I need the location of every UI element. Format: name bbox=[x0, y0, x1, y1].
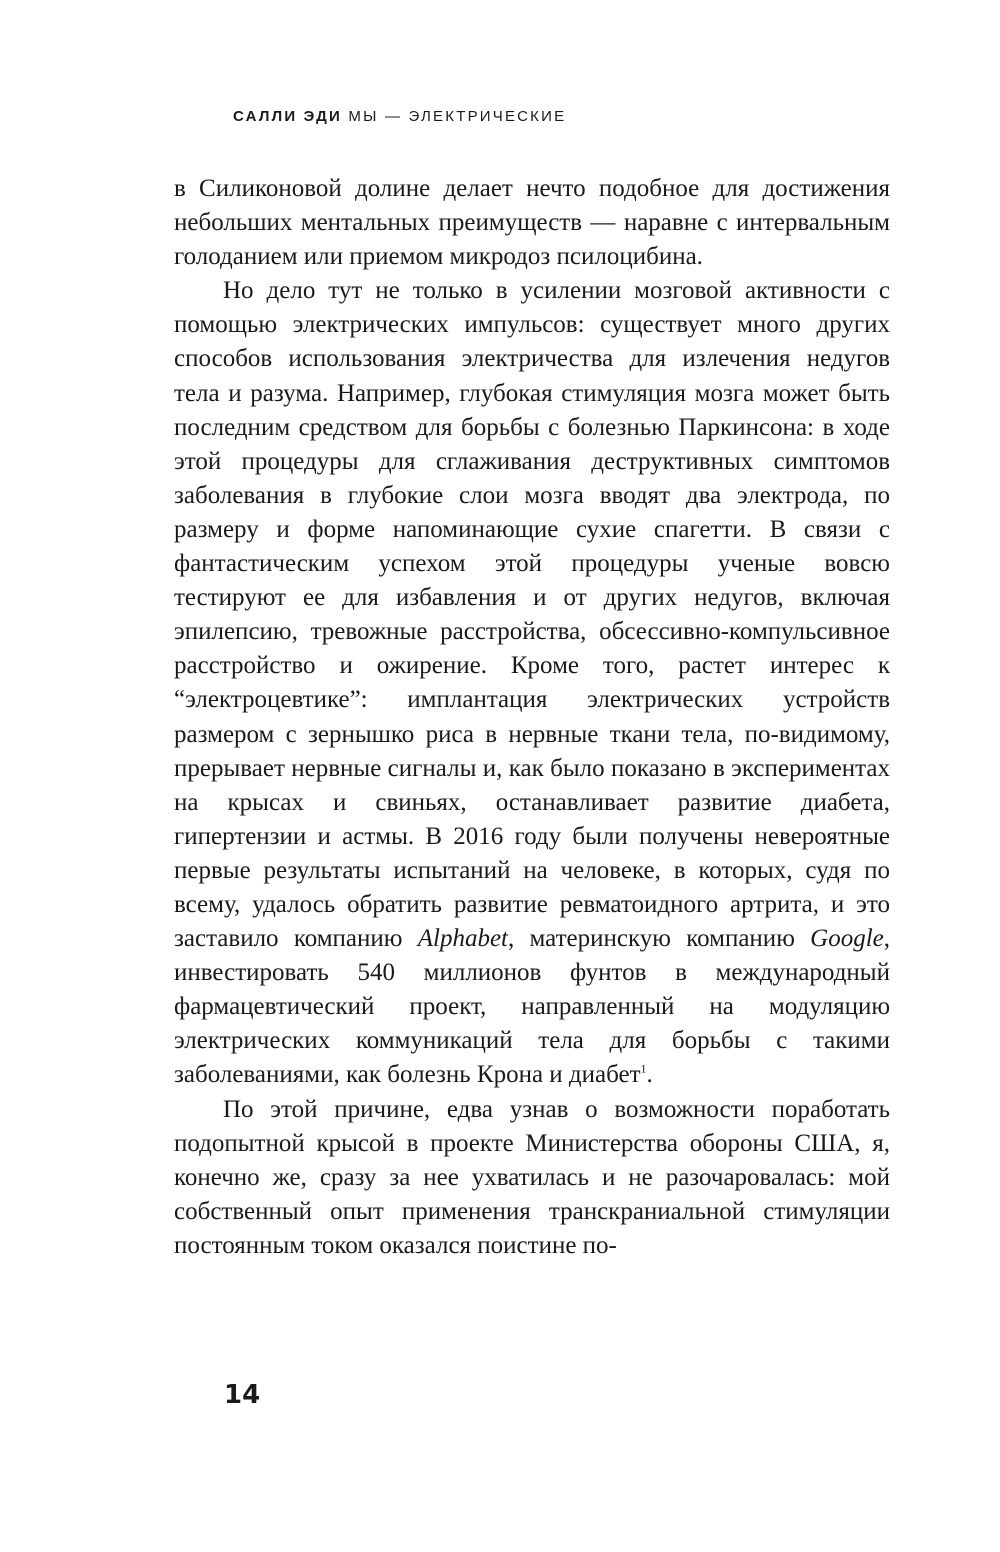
paragraph-1-text: в Силиконовой долине делает нечто подобное для достижения небольших ментальных преимуществ — наравне с интервальным голоданием или приемом микродоз псилоцибина. bbox=[174, 175, 890, 271]
page-number: 14 bbox=[224, 1380, 261, 1410]
running-header bbox=[233, 108, 566, 125]
paragraph-2-text-middle: , материнскую компанию bbox=[508, 925, 811, 953]
paragraph-1 bbox=[174, 172, 890, 274]
company-name-alphabet: Alphabet bbox=[417, 925, 508, 953]
header-author: САЛЛИ ЭДИ bbox=[233, 108, 343, 125]
paragraph-2-text-start: Но дело тут не только в усилении мозговой активности с помощью электрических импульсов: существует много других способов использования электричества для излечения недугов тела и разума. Например, глубокая стимуляция мозга может быть последним средством для борьбы с болезнью Паркинсона: в ходе этой процедуры для сглаживания деструктивных симптомов заболевания в глубокие слои мозга вводят два электрода, по размеру и форме напоминающие сухие спагетти. В связи с фантастическим успехом этой процедуры ученые вовсю тестируют ее для избавления и от других недугов, включая эпилепсию, тревожные расстройства, обсессивно-компульсивное расстройство и ожирение. Кроме того, растет интерес к “электроцевтике”: имплантация электрических устройств размером с зернышко риса в нервные ткани тела, по-видимому, прерывает нервные сигналы и, как было показано в экспериментах на крысах и свиньях, останавливает развитие диабета, гипертензии и астмы. В 2016 году были получены невероятные первые результаты испытаний на человеке, в которых, судя по всему, удалось обратить развитие ревматоидного артрита, и это заставило компанию bbox=[174, 277, 890, 953]
body-text bbox=[174, 172, 890, 1263]
company-name-google: Google bbox=[810, 925, 884, 953]
paragraph-2-period: . bbox=[646, 1061, 653, 1089]
paragraph-2-text-end: , инвестировать 540 миллионов фунтов в международный фармацевтический проект, направленный на модуляцию электрических коммуникаций тела для борьбы с такими заболеваниями, как болезнь Крона и диабет bbox=[174, 925, 890, 1089]
paragraph-3 bbox=[174, 1093, 890, 1263]
header-book-title: МЫ — ЭЛЕКТРИЧЕСКИЕ bbox=[348, 108, 567, 125]
paragraph-3-text: По этой причине, едва узнав о возможности поработать подопытной крысой в проекте Министерства обороны США, я, конечно же, сразу за нее ухватилась и не разочаровалась: мой собственный опыт применения транскраниальной стимуляции постоянным током оказался поистине по- bbox=[174, 1095, 890, 1259]
paragraph-2 bbox=[174, 274, 890, 1092]
footnote-marker[interactable]: 1 bbox=[640, 1062, 647, 1077]
